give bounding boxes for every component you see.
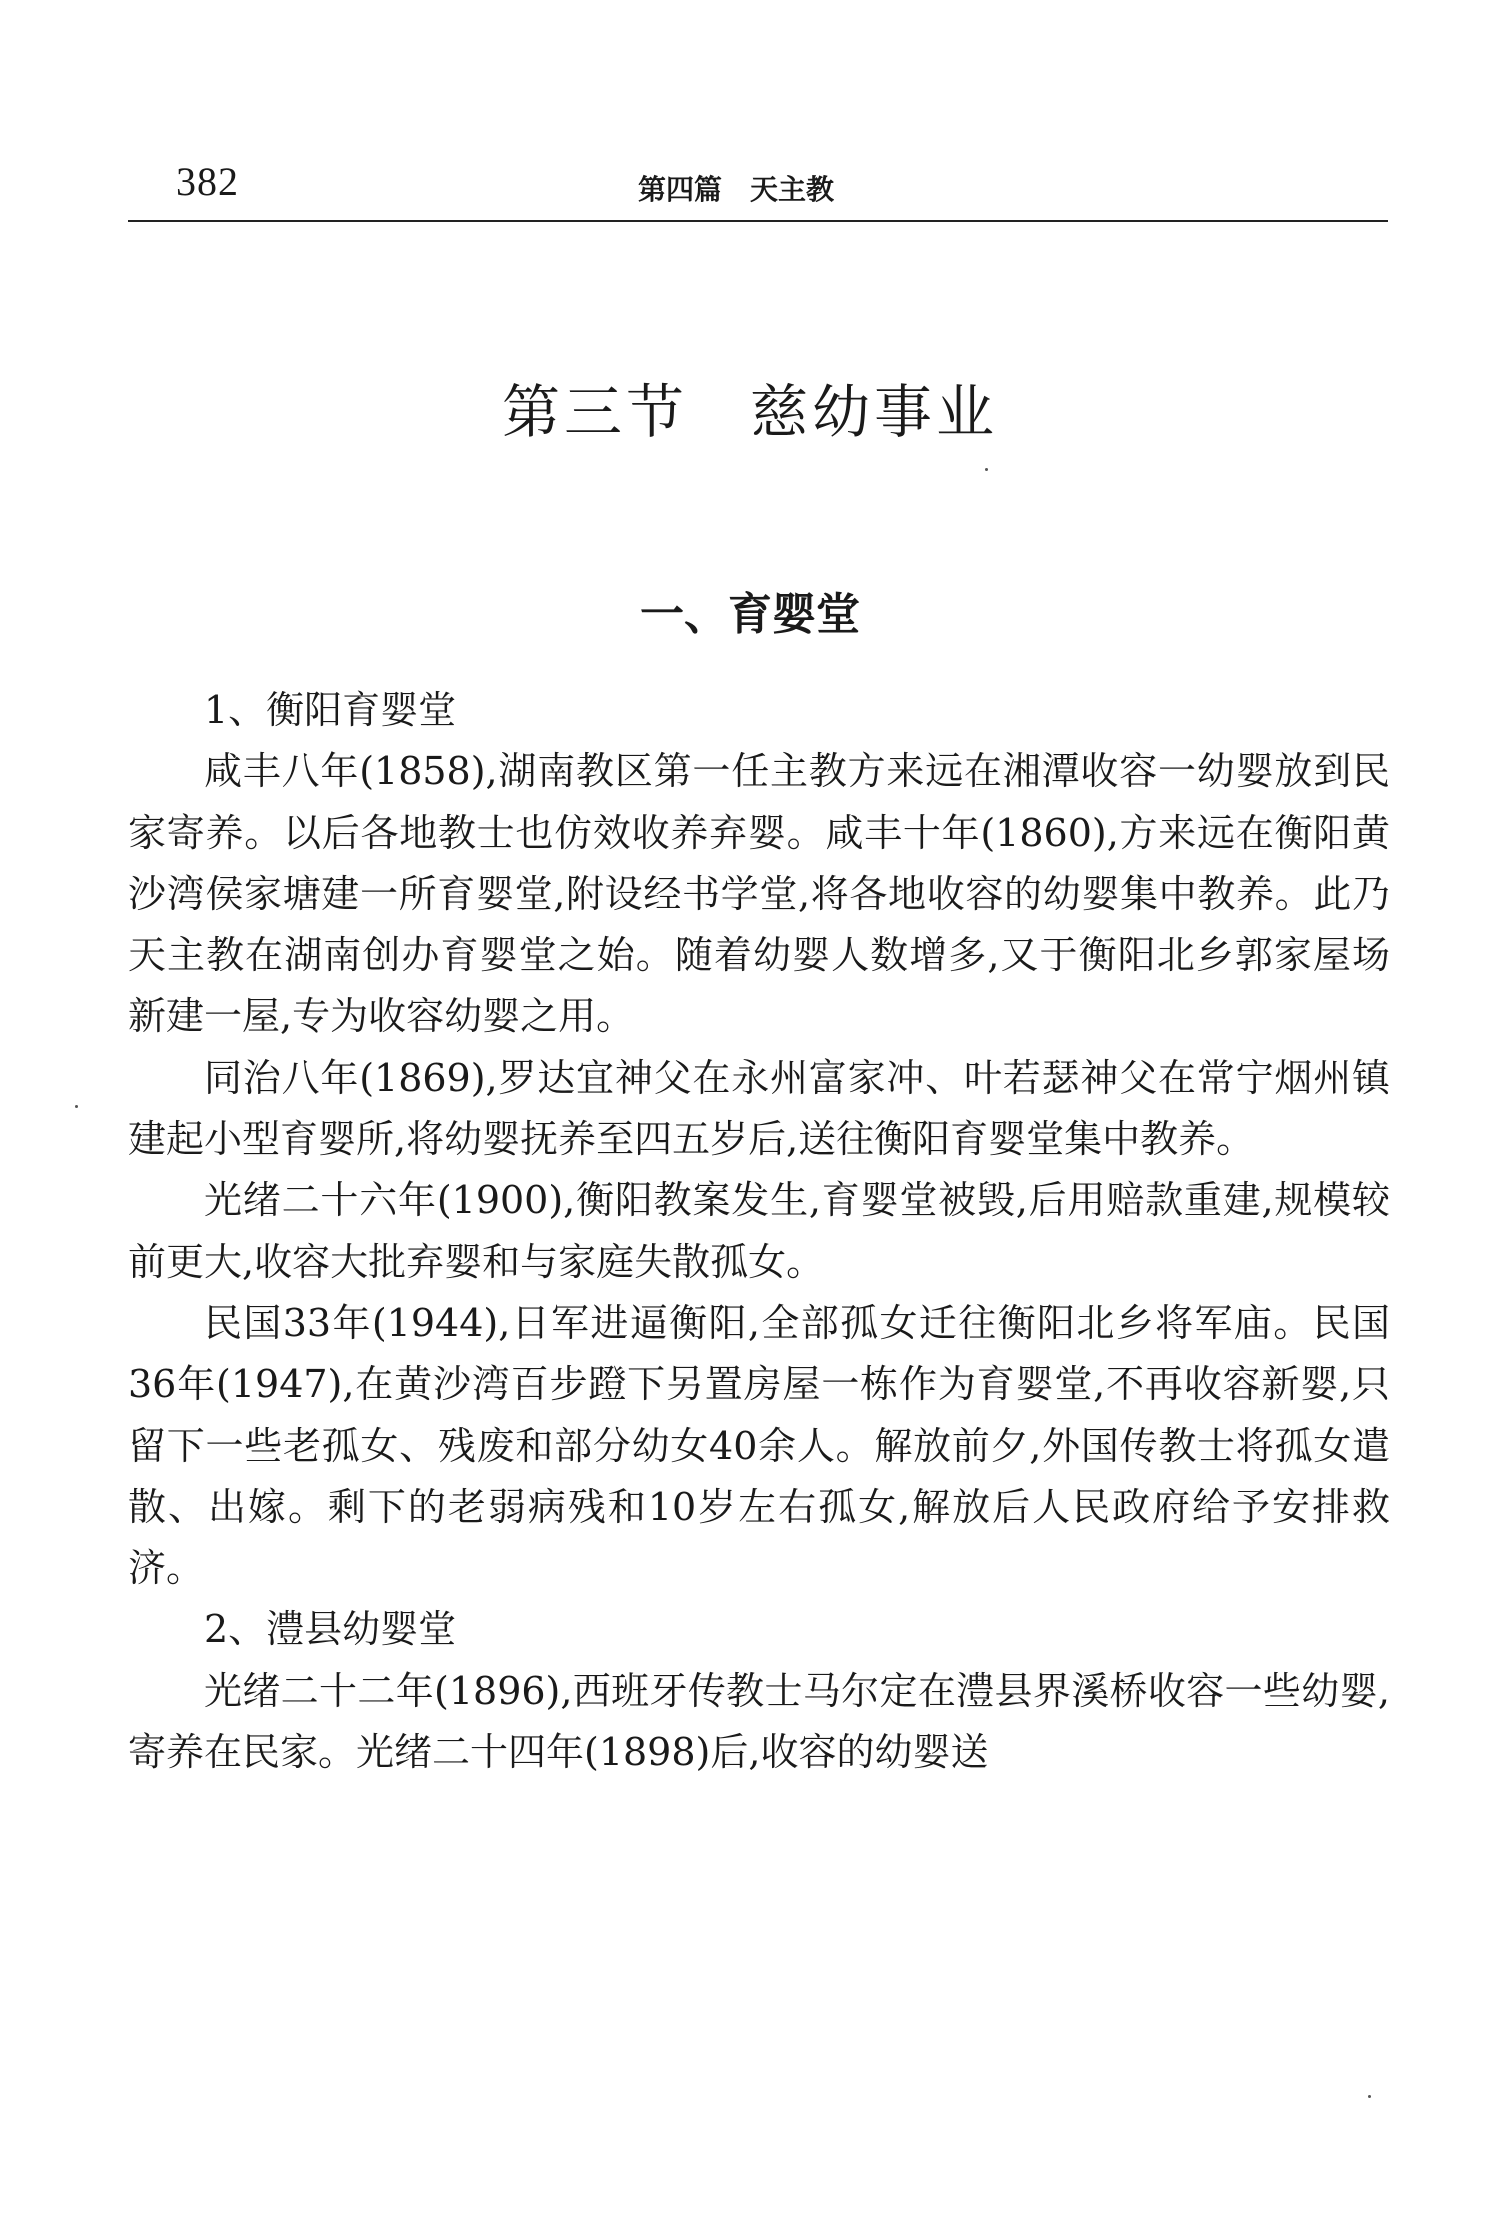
section-title: 第三节 慈幼事业: [501, 378, 998, 446]
item-heading: 1、衡阳育婴堂: [204, 688, 457, 732]
paragraph: 民国33年(1944),日军进逼衡阳,全部孤女迁往衡阳北乡将军庙。民国36年(1947),在黄沙湾百步蹬下另置房屋一栋作为育婴堂,不再收容新婴,只留下一些老孤女、残废和部分幼女40余人。解放前夕,外国传教士将孤女遣散、出嫁。剩下的老弱病残和10岁左右孤女,解放后人民政府给予安排救济。: [128, 1300, 1390, 1591]
paragraph: 同治八年(1869),罗达宜神父在永州富家冲、叶若瑟神父在常宁烟州镇建起小型育婴所,将幼婴抚养至四五岁后,送往衡阳育婴堂集中教养。: [128, 1055, 1390, 1162]
running-head: [128, 150, 1388, 210]
paragraph: 光绪二十六年(1900),衡阳教案发生,育婴堂被毁,后用赔款重建,规模较前更大,收容大批弃婴和与家庭失散孤女。: [128, 1178, 1390, 1284]
scan-speck: [1368, 2095, 1371, 2098]
subsection-title: 一、育婴堂: [640, 589, 860, 640]
running-title: 第四篇 天主教: [638, 173, 835, 206]
header-rule: [128, 220, 1388, 222]
body-text: [128, 680, 1390, 1783]
paragraph: 咸丰八年(1858),湖南教区第一任主教方来远在湘潭收容一幼婴放到民家寄养。以后各地教士也仿效收养弃婴。咸丰十年(1860),方来远在衡阳黄沙湾侯家塘建一所育婴堂,附设经书学堂,将各地收容的幼婴集中教养。此乃天主教在湖南创办育婴堂之始。随着幼婴人数增多,又于衡阳北乡郭家屋场新建一屋,专为收容幼婴之用。: [128, 749, 1390, 1039]
item-heading: 2、澧县幼婴堂: [204, 1607, 457, 1652]
paragraph: 光绪二十二年(1896),西班牙传教士马尔定在澧县界溪桥收容一些幼婴,寄养在民家。光绪二十四年(1898)后,收容的幼婴送: [128, 1668, 1390, 1775]
scan-speck: [75, 1105, 78, 1108]
page-number: 382: [176, 159, 239, 204]
scan-speck: [985, 468, 988, 471]
